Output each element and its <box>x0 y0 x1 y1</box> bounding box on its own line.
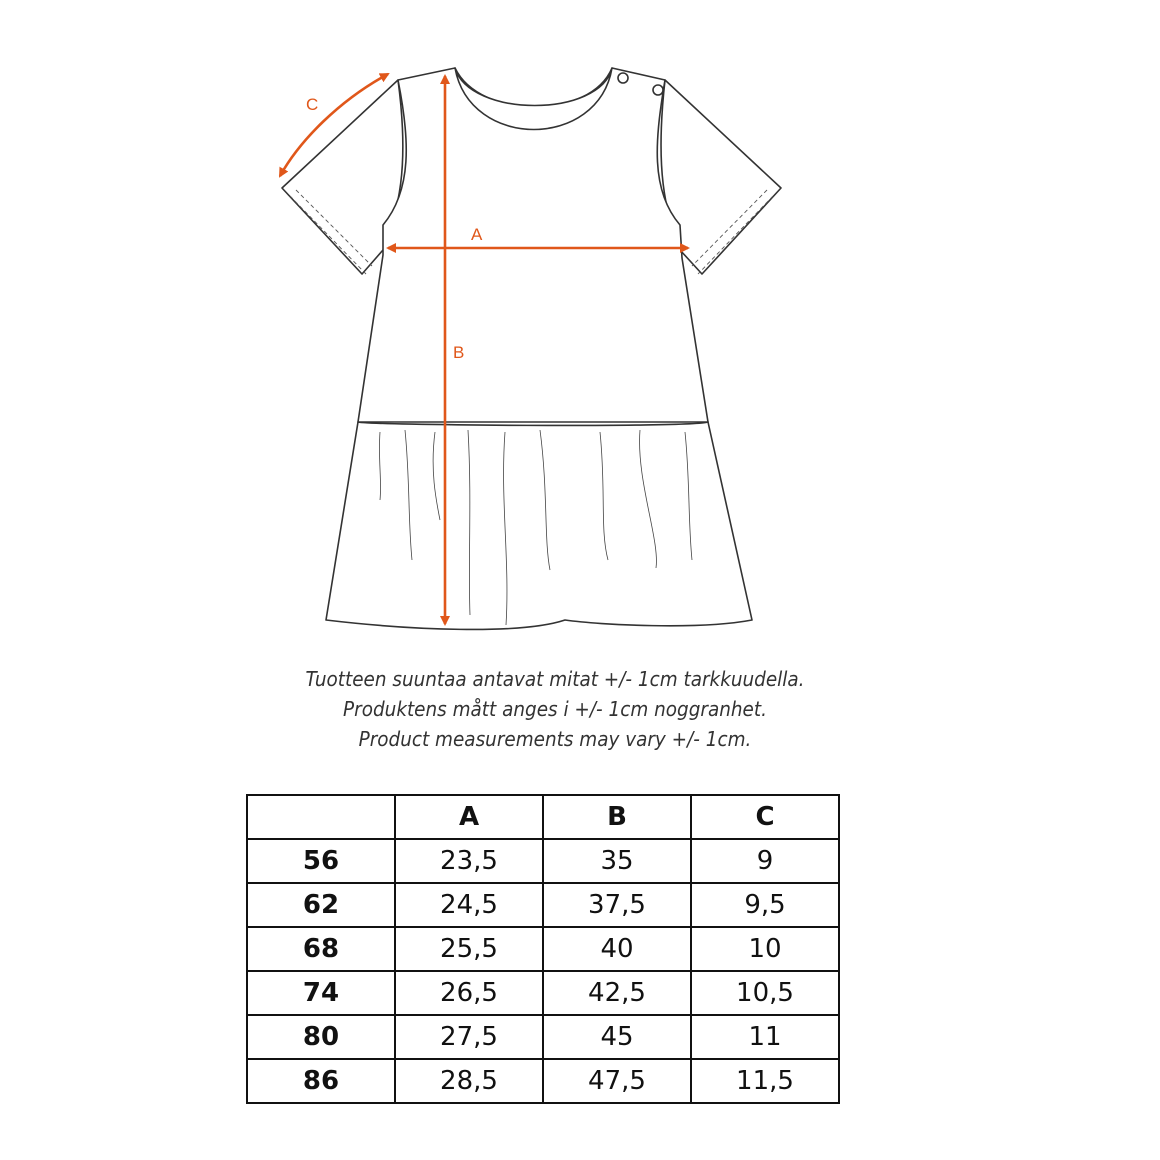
table-row <box>247 1015 839 1059</box>
table-row <box>247 1059 839 1103</box>
table-cell: 37,5 <box>543 883 691 927</box>
table-size-cell: 86 <box>247 1059 395 1103</box>
table-cell: 11 <box>691 1015 839 1059</box>
measurement-notes <box>0 664 1110 754</box>
dimension-b-label: B <box>453 343 465 362</box>
table-cell: 23,5 <box>395 839 543 883</box>
table-cell: 28,5 <box>395 1059 543 1103</box>
size-table <box>246 794 840 1104</box>
table-row <box>247 883 839 927</box>
shoulder-snap-icon <box>618 73 628 83</box>
table-cell: 24,5 <box>395 883 543 927</box>
table-size-cell: 68 <box>247 927 395 971</box>
table-header-cell: B <box>543 795 691 839</box>
table-header-row <box>247 795 839 839</box>
table-cell: 45 <box>543 1015 691 1059</box>
table-cell: 47,5 <box>543 1059 691 1103</box>
table-row <box>247 971 839 1015</box>
table-cell: 11,5 <box>691 1059 839 1103</box>
table-size-cell: 74 <box>247 971 395 1015</box>
table-cell: 26,5 <box>395 971 543 1015</box>
note-english: Product measurements may vary +/- 1cm. <box>358 727 752 751</box>
table-cell: 10 <box>691 927 839 971</box>
table-size-cell: 62 <box>247 883 395 927</box>
shoulder-snap-icon-2 <box>653 85 663 95</box>
table-cell: 10,5 <box>691 971 839 1015</box>
dimension-a-label: A <box>471 225 483 244</box>
table-cell: 42,5 <box>543 971 691 1015</box>
table-row <box>247 927 839 971</box>
table-size-cell: 80 <box>247 1015 395 1059</box>
table-cell: 27,5 <box>395 1015 543 1059</box>
table-cell: 25,5 <box>395 927 543 971</box>
table-header-cell: A <box>395 795 543 839</box>
table-cell: 9,5 <box>691 883 839 927</box>
table-header-cell: C <box>691 795 839 839</box>
table-cell: 9 <box>691 839 839 883</box>
table-row <box>247 839 839 883</box>
table-header-cell <box>247 795 395 839</box>
table-cell: 35 <box>543 839 691 883</box>
table-size-cell: 56 <box>247 839 395 883</box>
dress-skirt <box>326 422 752 629</box>
table-cell: 40 <box>543 927 691 971</box>
dimension-c-label: C <box>306 95 319 114</box>
dress-illustration <box>282 68 781 629</box>
note-finnish: Tuotteen suuntaa antavat mitat +/- 1cm tarkkuudella. <box>305 667 805 691</box>
note-swedish: Produktens mått anges i +/- 1cm noggranhet. <box>343 697 767 721</box>
